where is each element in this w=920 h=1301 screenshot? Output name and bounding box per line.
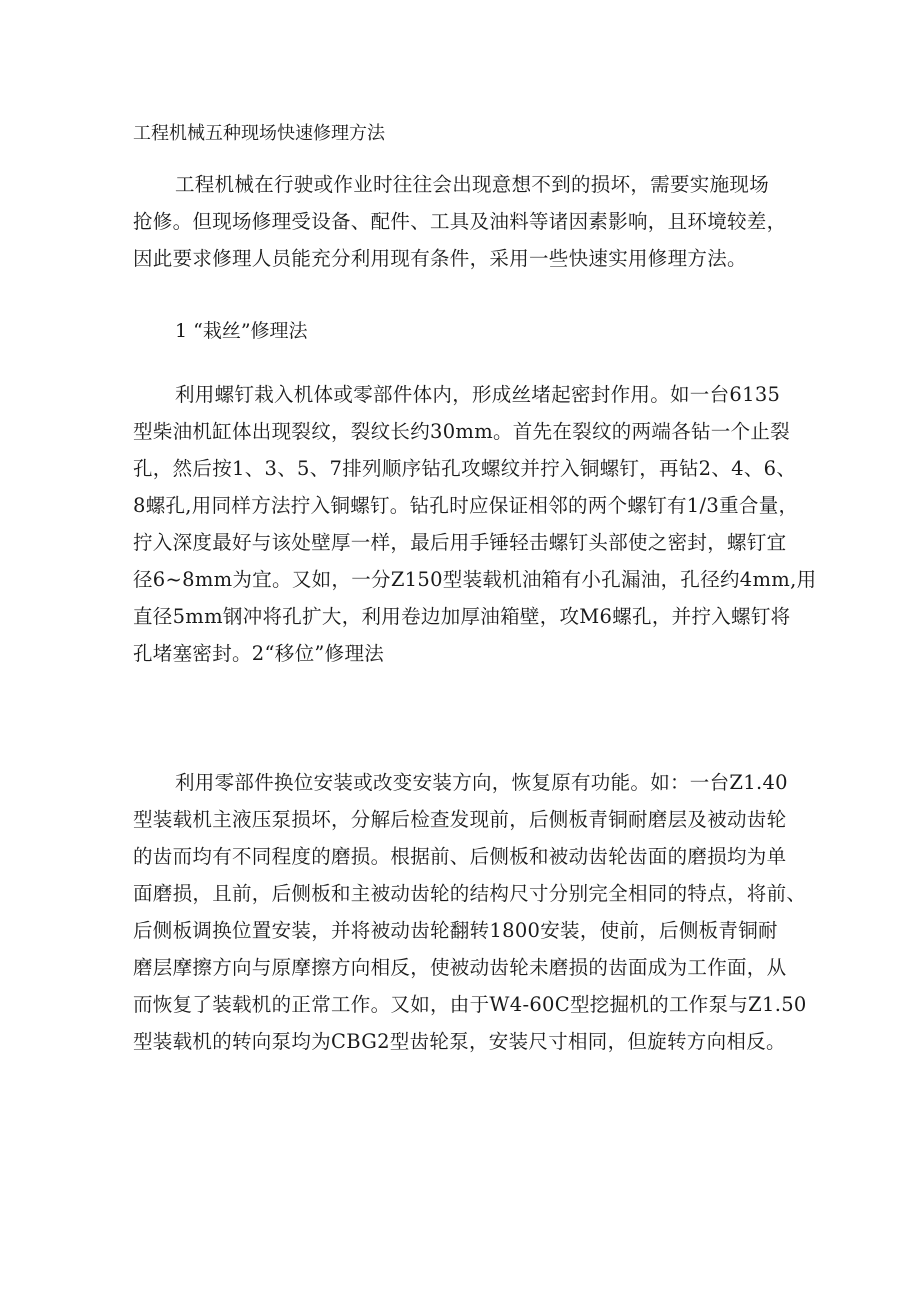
paragraph-line: 径6~8mm为宜。又如，一分Z150型装载机油箱有小孔漏油，孔径约4mm,用 (133, 568, 817, 591)
paragraph-line: 直径5mm钢冲将孔扩大，利用卷边加厚油箱壁，攻M6螺孔，并拧入螺钉将 (133, 605, 791, 628)
section1-paragraph (133, 376, 817, 672)
paragraph-line: 型装载机的转向泵均为CBG2型齿轮泵，安装尺寸相同，但旋转方向相反。 (133, 1030, 786, 1053)
paragraph-line: 后侧板调换位置安装，并将被动齿轮翻转1800安装，使前，后侧板青铜耐 (133, 919, 778, 942)
document-title: 工程机械五种现场快速修理方法 (133, 123, 385, 144)
intro-paragraph (133, 166, 793, 277)
paragraph-line: 型柴油机缸体出现裂纹，裂纹长约30mm。首先在裂纹的两端各钻一个止裂 (133, 420, 790, 443)
paragraph-line: 孔，然后按1、3、5、7排列顺序钻孔攻螺纹并拧入铜螺钉，再钻2、4、6、 (133, 457, 797, 480)
paragraph-line: 利用螺钉栽入机体或零部件体内，形成丝堵起密封作用。如一台6135 (175, 383, 781, 406)
paragraph-line: 型装载机主液压泵损坏，分解后检查发现前，后侧板青铜耐磨层及被动齿轮 (133, 808, 787, 831)
paragraph-line: 而恢复了装载机的正常工作。又如，由于W4-60C型挖掘机的工作泵与Z1.50 (133, 993, 807, 1016)
paragraph-line: 孔堵塞密封。2“移位”修理法 (133, 642, 385, 665)
paragraph-line: 利用零部件换位安装或改变安装方向，恢复原有功能。如：一台Z1.40 (175, 771, 788, 794)
paragraph-line: 工程机械在行驶或作业时往往会出现意想不到的损坏，需要实施现场 (175, 173, 770, 196)
section-heading-1: 1 “栽丝”修理法 (175, 320, 308, 342)
paragraph-line: 的齿而均有不同程度的磨损。根据前、后侧板和被动齿轮齿面的磨损均为单 (133, 845, 787, 868)
paragraph-line: 抢修。但现场修理受设备、配件、工具及油料等诸因素影响，且环境较差， (133, 210, 787, 233)
paragraph-line: 磨层摩擦方向与原摩擦方向相反，使被动齿轮未磨损的齿面成为工作面，从 (133, 956, 787, 979)
paragraph-line: 因此要求修理人员能充分利用现有条件，采用一些快速实用修理方法。 (133, 247, 747, 270)
paragraph-line: 8螺孔,用同样方法拧入铜螺钉。钻孔时应保证相邻的两个螺钉有1/3重合量， (133, 494, 799, 517)
section2-paragraph (133, 764, 807, 1060)
paragraph-line: 拧入深度最好与该处壁厚一样，最后用手锤轻击螺钉头部使之密封，螺钉宜 (133, 531, 787, 554)
paragraph-line: 面磨损，且前，后侧板和主被动齿轮的结构尺寸分别完全相同的特点，将前、 (133, 882, 807, 905)
